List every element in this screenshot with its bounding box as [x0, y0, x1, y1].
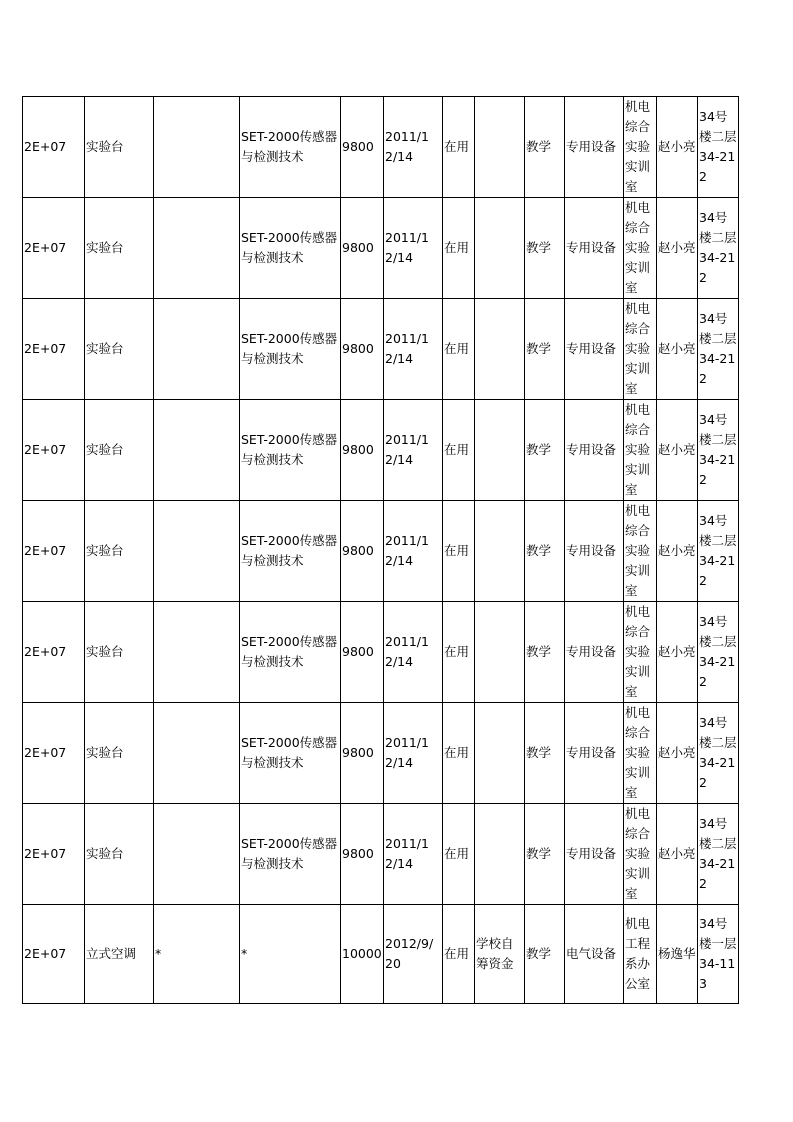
brand-cell — [154, 198, 240, 299]
price-cell: 9800 — [341, 299, 384, 400]
purchase-date-cell: 2011/12/14 — [384, 400, 443, 501]
brand-cell — [154, 97, 240, 198]
location-cell: 34号楼二层34-212 — [698, 299, 739, 400]
model-cell: SET-2000传感器与检测技术 — [240, 804, 341, 905]
status-cell: 在用 — [443, 400, 475, 501]
usage-cell: 教学 — [525, 299, 565, 400]
model-cell: * — [240, 905, 341, 1004]
status-cell: 在用 — [443, 299, 475, 400]
asset-id-cell: 2E+07 — [23, 804, 85, 905]
custodian-cell: 杨逸华 — [657, 905, 698, 1004]
table-row — [23, 198, 739, 299]
brand-cell — [154, 501, 240, 602]
department-cell: 机电综合实验实训室 — [624, 804, 657, 905]
purchase-date-cell: 2011/12/14 — [384, 703, 443, 804]
category-cell: 专用设备 — [565, 198, 624, 299]
asset-id-cell: 2E+07 — [23, 602, 85, 703]
brand-cell — [154, 602, 240, 703]
custodian-cell: 赵小亮 — [657, 97, 698, 198]
table-row — [23, 299, 739, 400]
funding-source-cell — [475, 400, 525, 501]
asset-name-cell: 实验台 — [85, 804, 154, 905]
table-row — [23, 602, 739, 703]
custodian-cell: 赵小亮 — [657, 804, 698, 905]
asset-name-cell: 实验台 — [85, 703, 154, 804]
asset-name-cell: 实验台 — [85, 97, 154, 198]
category-cell: 专用设备 — [565, 97, 624, 198]
funding-source-cell — [475, 602, 525, 703]
custodian-cell: 赵小亮 — [657, 299, 698, 400]
status-cell: 在用 — [443, 97, 475, 198]
funding-source-cell — [475, 703, 525, 804]
asset-id-cell: 2E+07 — [23, 97, 85, 198]
category-cell: 专用设备 — [565, 400, 624, 501]
department-cell: 机电综合实验实训室 — [624, 198, 657, 299]
asset-name-cell: 实验台 — [85, 400, 154, 501]
department-cell: 机电综合实验实训室 — [624, 400, 657, 501]
funding-source-cell — [475, 804, 525, 905]
purchase-date-cell: 2011/12/14 — [384, 804, 443, 905]
table-row — [23, 804, 739, 905]
asset-id-cell: 2E+07 — [23, 905, 85, 1004]
status-cell: 在用 — [443, 703, 475, 804]
model-cell: SET-2000传感器与检测技术 — [240, 198, 341, 299]
table-row — [23, 703, 739, 804]
table-body — [23, 97, 739, 1004]
brand-cell — [154, 400, 240, 501]
table-row — [23, 97, 739, 198]
asset-table — [22, 96, 739, 1004]
department-cell: 机电综合实验实训室 — [624, 299, 657, 400]
purchase-date-cell: 2012/9/20 — [384, 905, 443, 1004]
price-cell: 9800 — [341, 602, 384, 703]
usage-cell: 教学 — [525, 905, 565, 1004]
asset-id-cell: 2E+07 — [23, 501, 85, 602]
asset-id-cell: 2E+07 — [23, 703, 85, 804]
usage-cell: 教学 — [525, 400, 565, 501]
department-cell: 机电综合实验实训室 — [624, 703, 657, 804]
purchase-date-cell: 2011/12/14 — [384, 299, 443, 400]
usage-cell: 教学 — [525, 501, 565, 602]
location-cell: 34号楼二层34-212 — [698, 602, 739, 703]
purchase-date-cell: 2011/12/14 — [384, 501, 443, 602]
location-cell: 34号楼二层34-212 — [698, 198, 739, 299]
category-cell: 电气设备 — [565, 905, 624, 1004]
category-cell: 专用设备 — [565, 804, 624, 905]
department-cell: 机电综合实验实训室 — [624, 501, 657, 602]
price-cell: 9800 — [341, 804, 384, 905]
model-cell: SET-2000传感器与检测技术 — [240, 97, 341, 198]
department-cell: 机电综合实验实训室 — [624, 97, 657, 198]
price-cell: 9800 — [341, 501, 384, 602]
status-cell: 在用 — [443, 501, 475, 602]
location-cell: 34号楼二层34-212 — [698, 97, 739, 198]
asset-id-cell: 2E+07 — [23, 400, 85, 501]
funding-source-cell — [475, 97, 525, 198]
usage-cell: 教学 — [525, 198, 565, 299]
asset-name-cell: 实验台 — [85, 602, 154, 703]
asset-name-cell: 实验台 — [85, 501, 154, 602]
custodian-cell: 赵小亮 — [657, 602, 698, 703]
funding-source-cell — [475, 198, 525, 299]
model-cell: SET-2000传感器与检测技术 — [240, 299, 341, 400]
price-cell: 9800 — [341, 400, 384, 501]
asset-name-cell: 立式空调 — [85, 905, 154, 1004]
department-cell: 机电综合实验实训室 — [624, 602, 657, 703]
model-cell: SET-2000传感器与检测技术 — [240, 400, 341, 501]
funding-source-cell — [475, 501, 525, 602]
custodian-cell: 赵小亮 — [657, 198, 698, 299]
price-cell: 9800 — [341, 97, 384, 198]
purchase-date-cell: 2011/12/14 — [384, 602, 443, 703]
brand-cell — [154, 804, 240, 905]
funding-source-cell — [475, 299, 525, 400]
category-cell: 专用设备 — [565, 299, 624, 400]
status-cell: 在用 — [443, 602, 475, 703]
status-cell: 在用 — [443, 198, 475, 299]
usage-cell: 教学 — [525, 602, 565, 703]
category-cell: 专用设备 — [565, 703, 624, 804]
location-cell: 34号楼一层34-113 — [698, 905, 739, 1004]
status-cell: 在用 — [443, 905, 475, 1004]
asset-id-cell: 2E+07 — [23, 198, 85, 299]
location-cell: 34号楼二层34-212 — [698, 703, 739, 804]
category-cell: 专用设备 — [565, 602, 624, 703]
category-cell: 专用设备 — [565, 501, 624, 602]
usage-cell: 教学 — [525, 703, 565, 804]
custodian-cell: 赵小亮 — [657, 501, 698, 602]
purchase-date-cell: 2011/12/14 — [384, 97, 443, 198]
asset-name-cell: 实验台 — [85, 198, 154, 299]
brand-cell — [154, 703, 240, 804]
usage-cell: 教学 — [525, 804, 565, 905]
model-cell: SET-2000传感器与检测技术 — [240, 501, 341, 602]
price-cell: 9800 — [341, 198, 384, 299]
table-row — [23, 400, 739, 501]
brand-cell — [154, 299, 240, 400]
price-cell: 10000 — [341, 905, 384, 1004]
location-cell: 34号楼二层34-212 — [698, 501, 739, 602]
asset-id-cell: 2E+07 — [23, 299, 85, 400]
location-cell: 34号楼二层34-212 — [698, 400, 739, 501]
funding-source-cell: 学校自筹资金 — [475, 905, 525, 1004]
custodian-cell: 赵小亮 — [657, 400, 698, 501]
asset-name-cell: 实验台 — [85, 299, 154, 400]
custodian-cell: 赵小亮 — [657, 703, 698, 804]
location-cell: 34号楼二层34-212 — [698, 804, 739, 905]
brand-cell: * — [154, 905, 240, 1004]
purchase-date-cell: 2011/12/14 — [384, 198, 443, 299]
table-row — [23, 905, 739, 1004]
usage-cell: 教学 — [525, 97, 565, 198]
model-cell: SET-2000传感器与检测技术 — [240, 703, 341, 804]
department-cell: 机电工程系办公室 — [624, 905, 657, 1004]
price-cell: 9800 — [341, 703, 384, 804]
status-cell: 在用 — [443, 804, 475, 905]
table-row — [23, 501, 739, 602]
model-cell: SET-2000传感器与检测技术 — [240, 602, 341, 703]
